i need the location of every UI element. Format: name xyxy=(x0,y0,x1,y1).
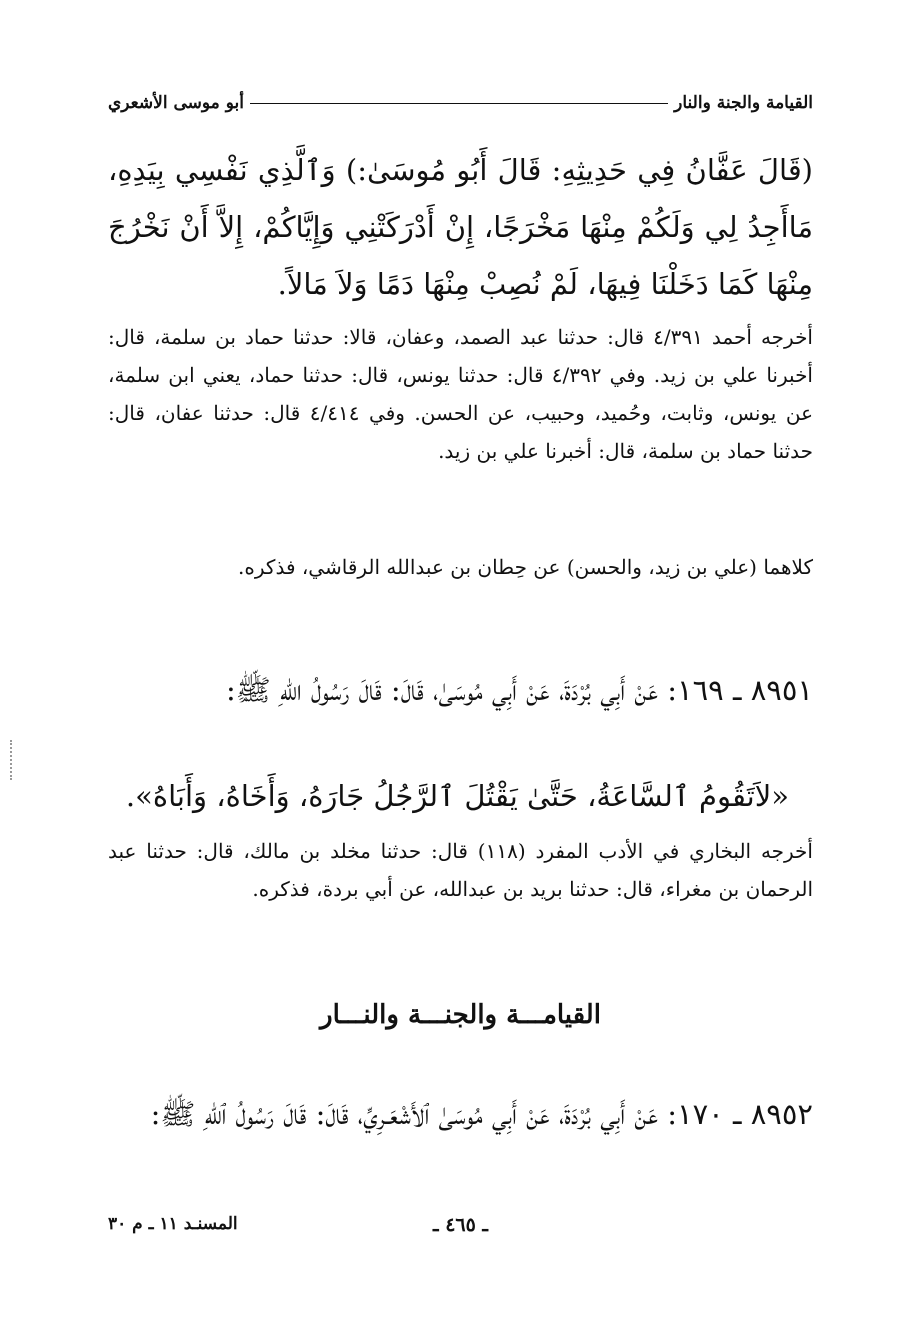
hadith-8951-text: «لاَتَقُومُ ٱلسَّاعَةُ، حَتَّىٰ يَقْتُلَ ٱلرَّجُلُ جَارَهُ، وَأَخَاهُ، وَأَبَاهُ». xyxy=(125,779,789,813)
takhrij-8951: أخرجه البخاري في الأدب المفرد (١١٨) قال: حدثنا مخلد بن مالك، قال: حدثنا عبد الرحمان بن مغراء، قال: حدثنا بريد بن عبدالله، عن أبي بردة، فذكره. xyxy=(108,839,813,901)
hadith-text-previous: (قَالَ عَفَّانُ فِي حَدِيثِهِ: قَالَ أَبُو مُوسَىٰ:) وَٱلَّذِي نَفْسِي بِيَدِهِ، مَاأَجِدُ لِي وَلَكُمْ مِنْهَا مَخْرَجًا، إِنْ أَدْرَكَتْنِي وَإِيَّاكُمْ، إِلاَّ أَنْ نَخْرُجَ مِنْهَا كَمَا دَخَلْنَا فِيهَا، لَمْ نُصِبْ مِنْهَا دَمًا وَلاَ مَالاً. xyxy=(108,153,813,301)
volume-signature: المسنـد ١١ ـ م ٣٠ xyxy=(108,1214,238,1234)
margin-dots-mark xyxy=(10,740,20,780)
hadith-8952-intro: ٨٩٥٢ ـ ١٧٠: عَنْ أَبِي بُرْدَةَ، عَنْ أَبِي مُوسَىٰ ٱلأَشْعَـرِيِّ، قَالَ: قَالَ رَسُولُ ٱللهِ ﷺ: xyxy=(150,1097,813,1131)
takhrij-previous-conclusion: كلاهما (علي بن زيد، والحسن) عن حِطان بن عبدالله الرقاشي، فذكره. xyxy=(238,555,813,579)
hadith-8951-intro: ٨٩٥١ ـ ١٦٩: عَنْ أَبِي بُرْدَةَ، عَنْ أَبِي مُوسَىٰ، قَالَ: قَالَ رَسُولُ اللهِ ﷺ: xyxy=(225,673,813,707)
page-footer xyxy=(108,1214,813,1242)
section-title: القيامـــة والجنـــة والنـــار xyxy=(320,1000,601,1030)
page-number: ـ ٤٦٥ ـ xyxy=(433,1214,488,1236)
header-section-title: القيامة والجنة والنار xyxy=(674,93,813,113)
running-header xyxy=(108,88,813,118)
header-rule xyxy=(250,103,668,104)
header-chapter-title: أبو موسى الأشعري xyxy=(108,93,244,113)
takhrij-previous: أخرجه أحمد ٤/٣٩١ قال: حدثنا عبد الصمد، وعفان، قالا: حدثنا حماد بن سلمة، قال: أخبرنا علي بن زيد. وفي ٤/٣٩٢ قال: حدثنا يونس، قال: حدثنا حماد، يعني ابن سلمة، عن يونس، وثابت، وحُميد، وحبيب، عن الحسن. وفي ٤/٤١٤ قال: حدثنا عفان، قال: حدثنا حماد بن سلمة، قال: أخبرنا علي بن زيد. xyxy=(108,325,814,463)
